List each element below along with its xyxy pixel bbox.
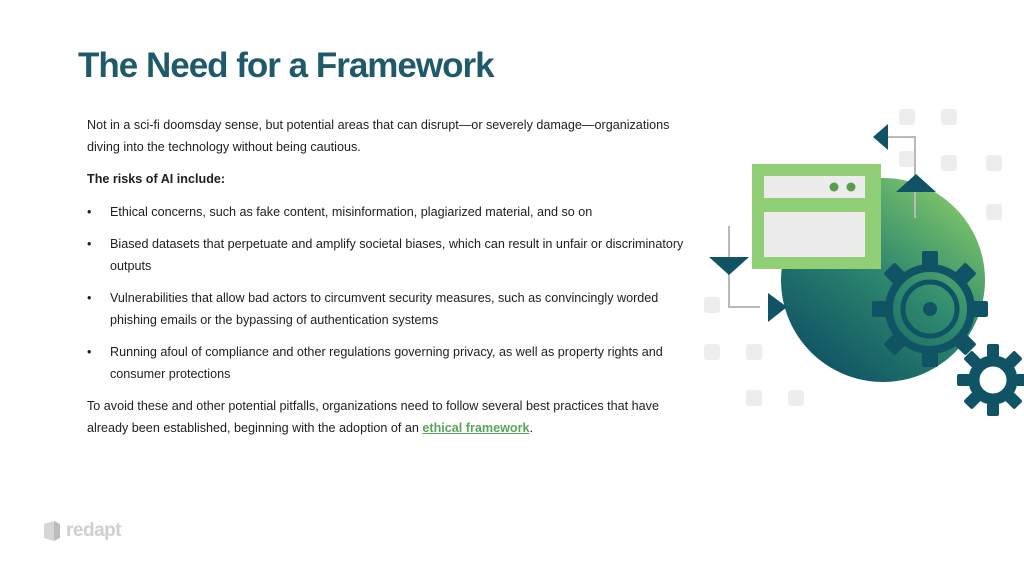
gear-icon	[957, 344, 1024, 416]
closing-text: To avoid these and other potential pitfalls, organizations need to follow several best practices that have already been established, beginning with the adoption of an	[87, 399, 659, 435]
intro-paragraph: Not in a sci-fi doomsday sense, but potential areas that can disrupt—or severely damage—organizations diving into the technology without being cautious.	[87, 118, 670, 154]
redapt-logo	[42, 520, 121, 542]
bullet-marker: •	[87, 237, 92, 251]
ethical-framework-link[interactable]: ethical framework	[422, 420, 530, 435]
closing-period: .	[529, 420, 533, 435]
bullet-text: Running afoul of compliance and other regulations governing privacy, as well as property rights and consumer protections	[110, 345, 663, 381]
risks-list	[87, 202, 697, 386]
bullet-text: Vulnerabilities that allow bad actors to circumvent security measures, such as convincingly worded phishing emails or the bypassing of authentication systems	[110, 291, 659, 327]
logo-wordmark: redapt	[66, 520, 122, 541]
ai-framework-illustration	[700, 100, 1024, 420]
redapt-logo-icon	[42, 520, 62, 542]
list-item	[87, 234, 697, 277]
list-item	[87, 288, 697, 331]
bullet-text: Biased datasets that perpetuate and amplify societal biases, which can result in unfair or discriminatory outputs	[110, 237, 684, 273]
slide-title: The Need for a Framework	[78, 46, 494, 85]
bullet-marker: •	[87, 291, 92, 305]
slide-body	[87, 115, 697, 439]
gear-icon	[872, 251, 988, 367]
list-item	[87, 342, 697, 385]
bullet-text: Ethical concerns, such as fake content, misinformation, plagiarized material, and so on	[110, 204, 593, 219]
risks-heading: The risks of AI include:	[87, 172, 226, 186]
bullet-marker: •	[87, 204, 92, 219]
list-item	[87, 202, 697, 224]
browser-window-icon	[752, 164, 881, 269]
closing-paragraph	[87, 396, 697, 439]
bullet-marker: •	[87, 345, 92, 359]
